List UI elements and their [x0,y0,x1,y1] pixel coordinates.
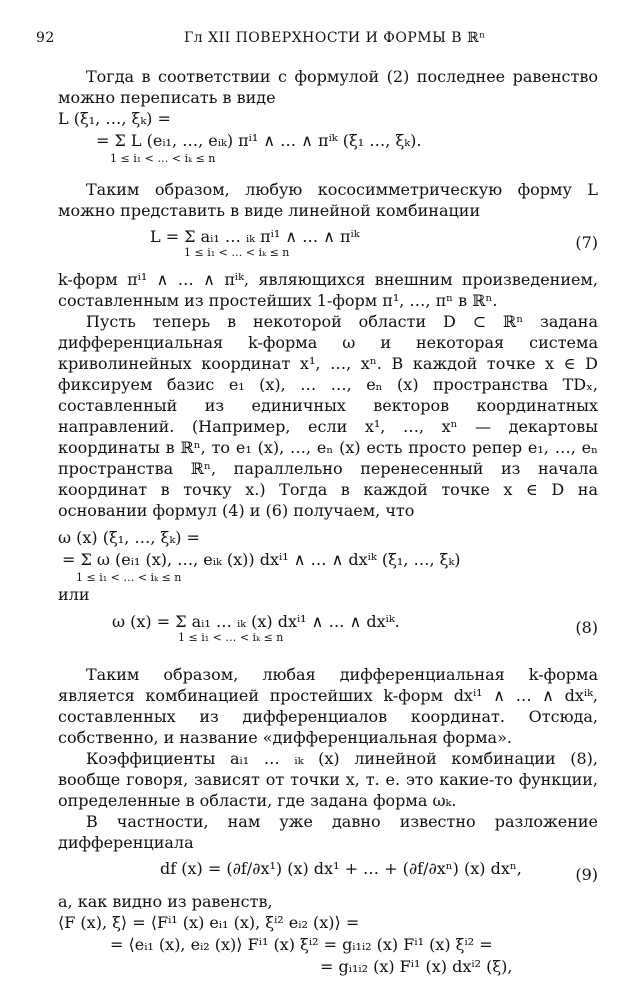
paragraph-2: Таким образом, любую кососимметрическую форму L можно представить в виде линейной комбинации [58,180,598,220]
page-body [58,66,598,978]
paragraph-6: Коэффициенты aᵢ₁ … ᵢₖ (x) линейной комбинации (8), вообще говоря, зависят от точки x, т. е. это какие-то функции, определенные в области, где задана форма ωₖ. [58,749,598,810]
page-number: 92 [36,30,55,46]
equation-7-number: (7) [575,233,598,252]
paragraph-5: Таким образом, любая дифференциальная k-форма является комбинацией простейших k-форм dxⁱ¹ ∧ … ∧ dxⁱᵏ, составленных из дифференциалов координат. Отсюда, собственно, и название «дифференциальная форма». [58,665,598,747]
equation-7 [58,221,598,269]
word-or: или [58,585,90,604]
paragraph-3: k-форм πⁱ¹ ∧ … ∧ πⁱᵏ, являющихся внешним произведением, составленным из простейших 1-форм π¹, …, πⁿ в ℝⁿ. [58,270,598,310]
formula-2-sum-range: 1 ≤ i₁ < … < iₖ ≤ n [76,571,182,584]
paragraph-7: В частности, нам уже давно известно разложение дифференциала [58,812,598,852]
page-header [36,30,598,52]
formula-1-sum-range: 1 ≤ i₁ < … < iₖ ≤ n [110,152,216,165]
equation-8-sum-range: 1 ≤ i₁ < … < iₖ ≤ n [178,631,284,644]
formula-3-line-2: = ⟨eᵢ₁ (x), eᵢ₂ (x)⟩ Fⁱ¹ (x) ξⁱ² = gᵢ₁ᵢ₂ (x) Fⁱ¹ (x) ξⁱ² = [110,935,493,954]
running-title: Гл XII ПОВЕРХНОСТИ И ФОРМЫ В ℝⁿ [184,30,486,46]
formula-3-line-1: ⟨F (x), ξ⟩ = ⟨Fⁱ¹ (x) eᵢ₁ (x), ξⁱ² eᵢ₂ (x)⟩ = [58,913,360,932]
formula-3-line-3: = gᵢ₁ᵢ₂ (x) Fⁱ¹ (x) dxⁱ² (ξ), [320,957,513,976]
equation-8 [58,606,598,654]
paragraph-1: Тогда в соответствии с формулой (2) последнее равенство можно переписать в виде [58,67,598,107]
paragraph-4: Пусть теперь в некоторой области D ⊂ ℝⁿ задана дифференциальная k-форма ω и некоторая система криволинейных координат x¹, …, xⁿ. В каждой точке x ∈ D фиксируем базис e₁ (x), … …, eₙ (x) пространства TDₓ, составленный из единичных векторов координатных направлений. (Например, если x¹, …, xⁿ — декартовы координаты в ℝⁿ, то e₁ (x), …, eₙ (x) есть просто репер e₁, …, eₙ пространства ℝⁿ, параллельно перенесенный из начала координат в точку x.) Тогда в каждой точке x ∈ D на основании формул (4) и (6) получаем, что [58,312,598,520]
equation-9 [58,853,598,891]
equation-8-number: (8) [575,618,598,637]
equation-9-number: (9) [575,865,598,884]
equation-8-expression: ω (x) = Σ aᵢ₁ … ᵢₖ (x) dxⁱ¹ ∧ … ∧ dxⁱᵏ. [112,612,400,631]
formula-2-line-1: ω (x) (ξ₁, …, ξₖ) = [58,528,200,547]
formula-1-line-2: = Σ L (eᵢ₁, …, eᵢₖ) πⁱ¹ ∧ … ∧ πⁱᵏ (ξ₁ …, ξₖ). [96,131,422,150]
formula-1-line-1: L (ξ₁, …, ξₖ) = [58,109,171,128]
equation-7-sum-range: 1 ≤ i₁ < … < iₖ ≤ n [184,246,290,259]
paragraph-8: а, как видно из равенств, [58,892,273,911]
formula-2-line-2: = Σ ω (eᵢ₁ (x), …, eᵢₖ (x)) dxⁱ¹ ∧ … ∧ dxⁱᵏ (ξ₁, …, ξₖ) [62,550,461,569]
equation-9-expression: df (x) = (∂f/∂x¹) (x) dx¹ + … + (∂f/∂xⁿ) (x) dxⁿ, [160,859,522,878]
equation-7-expression: L = Σ aᵢ₁ … ᵢₖ πⁱ¹ ∧ … ∧ πⁱᵏ [150,227,360,246]
